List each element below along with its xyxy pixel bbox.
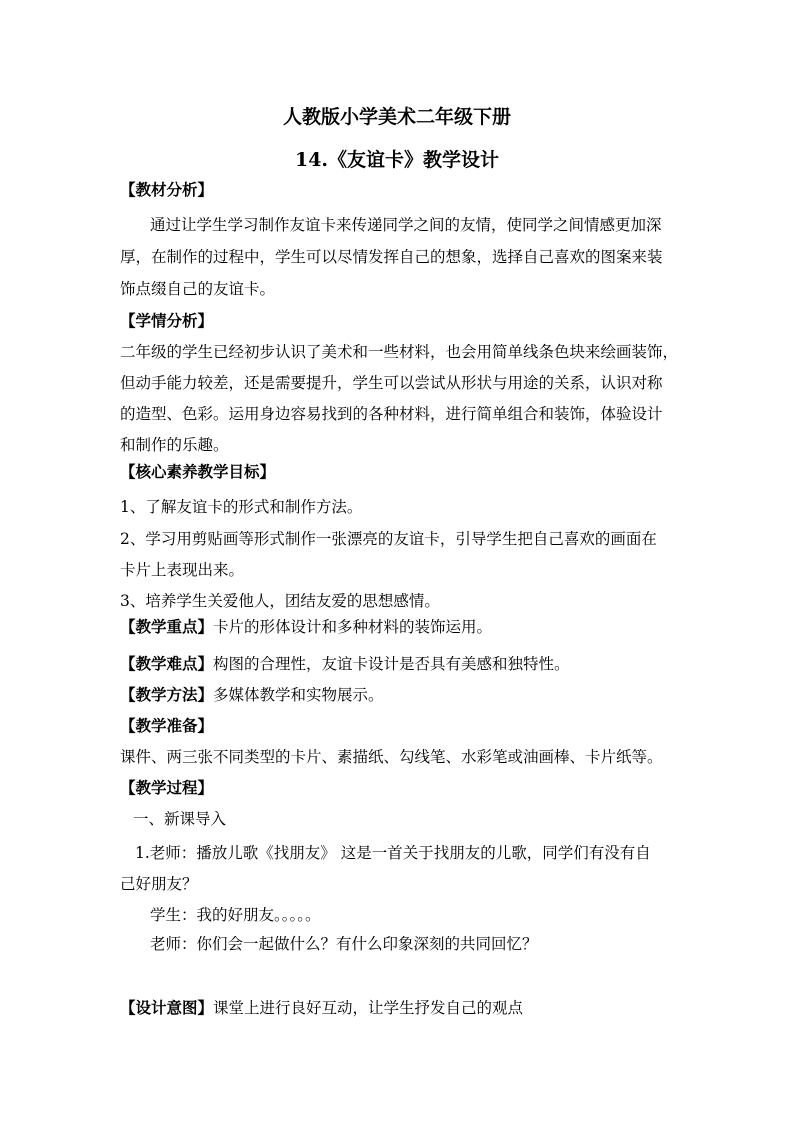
paragraph-line: 但动手能力较差，还是需要提升，学生可以尝试从形状与用途的关系，认识对称: [120, 374, 663, 392]
process-item: 1.老师：播放儿歌《找朋友》 这是一首关于找朋友的儿歌，同学们有没有自: [135, 844, 651, 862]
design-intent-row: [120, 998, 523, 1018]
section-heading-design-intent: 【设计意图】: [120, 998, 214, 1017]
section-heading-method: 【教学方法】: [120, 685, 214, 704]
section-heading-goals: 【核心素养教学目标】: [120, 462, 276, 481]
section-heading-material: 【教材分析】: [120, 180, 214, 199]
paragraph-line: 和制作的乐趣。: [120, 436, 229, 454]
paragraph-line: 厚，在制作的过程中，学生可以尽情发挥自己的想象，选择自己喜欢的图案来装: [120, 248, 663, 266]
key-point-row: [120, 617, 492, 637]
section-heading-difficulty: 【教学难点】: [120, 654, 214, 673]
section-heading-process: 【教学过程】: [120, 778, 214, 797]
method-text: 多媒体教学和实物展示。: [213, 686, 384, 704]
design-intent-text: 课堂上进行良好互动，让学生抒发自己的观点: [213, 999, 524, 1017]
section-heading-key-point: 【教学重点】: [120, 617, 214, 636]
preparation-text: 课件、两三张不同类型的卡片、素描纸、勾线笔、水彩笔或油画棒、卡片纸等。: [120, 748, 663, 766]
goal-item: 3、培养学生关爱他人，团结友爱的思想感情。: [120, 592, 440, 610]
difficulty-row: [120, 654, 570, 674]
teacher-line: 老师：你们会一起做什么？有什么印象深刻的共同回忆？: [150, 935, 538, 953]
section-heading-students: 【学情分析】: [120, 311, 214, 330]
section-heading-preparation: 【教学准备】: [120, 716, 214, 735]
key-point-text: 卡片的形体设计和多种材料的装饰运用。: [213, 618, 493, 636]
process-item-continued: 己好朋友？: [120, 875, 198, 893]
difficulty-text: 构图的合理性，友谊卡设计是否具有美感和独特性。: [213, 655, 570, 673]
paragraph-line: 通过让学生学习制作友谊卡来传递同学之间的友情，使同学之间情感更加深: [150, 216, 662, 234]
paragraph-line: 二年级的学生已经初步认识了美术和一些材料，也会用简单线条色块来绘画装饰，: [120, 343, 679, 361]
student-line: 学生：我的好朋友。。。。。: [150, 906, 321, 924]
document-title: 人教版小学美术二年级下册: [282, 106, 511, 128]
goal-item: 2、学习用剪贴画等形式制作一张漂亮的友谊卡，引导学生把自己喜欢的画面在: [120, 530, 657, 548]
goal-item: 卡片上表现出来。: [120, 561, 245, 579]
document-subtitle: 14.《友谊卡》教学设计: [294, 149, 500, 171]
paragraph-line: 的造型、色彩。运用身边容易找到的各种材料，进行简单组合和装饰，体验设计: [120, 405, 663, 423]
paragraph-line: 饰点缀自己的友谊卡。: [120, 280, 276, 298]
process-part-title: 一、新课导入: [133, 810, 227, 828]
method-row: [120, 685, 384, 705]
goal-item: 1、了解友谊卡的形式和制作方法。: [120, 498, 363, 516]
